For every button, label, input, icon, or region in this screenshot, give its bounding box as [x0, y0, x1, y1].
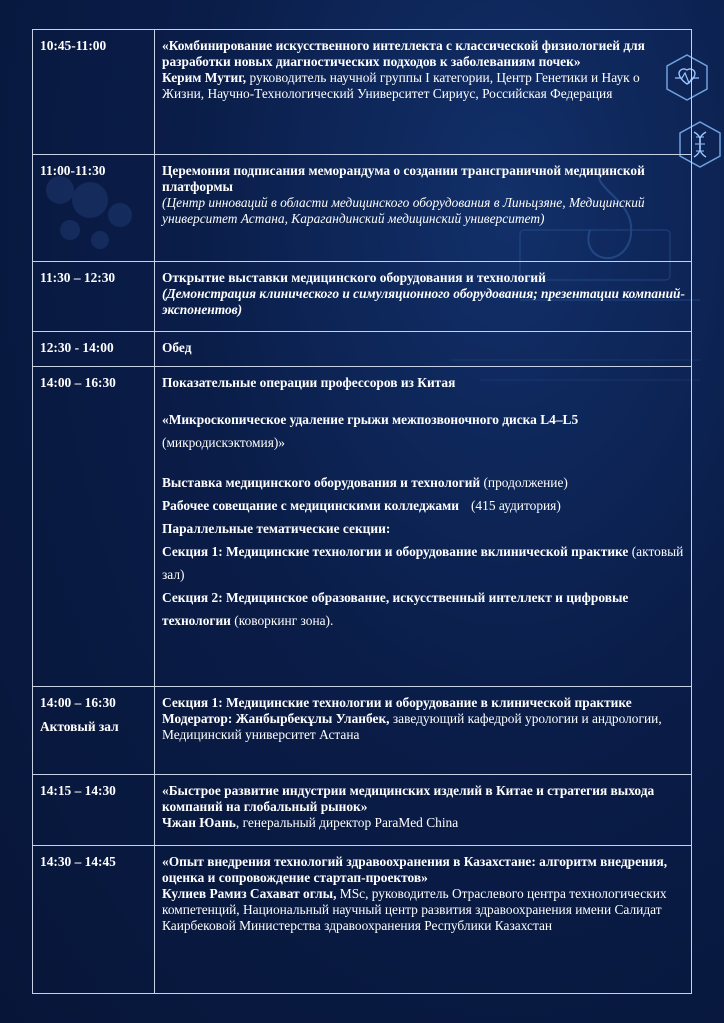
talk-title: «Комбинирование искусственного интеллекта с классической физиологией для разработки новых диагностических подходов к заболеваниям почек»: [162, 38, 645, 69]
speaker-name: Керим Мутиг,: [162, 70, 247, 85]
table-row: [33, 155, 692, 262]
speaker-info: руководитель научной группы I категории, Центр Генетики и Наук о Жизни, Научно-Технологический Университет Сириус, Российская Федерация: [162, 70, 640, 101]
time-cell: 14:30 – 14:45: [33, 846, 155, 994]
speaker-line: [162, 815, 458, 830]
time-cell: [33, 687, 155, 775]
table-row: [33, 262, 692, 332]
content-cell: [155, 332, 692, 367]
content-cell: [155, 367, 692, 687]
content-cell: [155, 775, 692, 846]
speaker-name: Кулиев Рамиз Сахават оглы,: [162, 886, 337, 901]
time-value: 14:00 – 16:30: [40, 695, 116, 710]
table-row: [33, 30, 692, 155]
event-note: (Демонстрация клинического и симуляционного оборудования; презентации компаний-экспонентов): [162, 286, 685, 317]
speaker-info: MSc, руководитель Отраслевого центра технологических компетенций, Национальный научный центр развития здравоохранения имени Салидат Каирбековой Министерства здравоохранения Республики Казахстан: [162, 886, 667, 933]
time-cell: 10:45-11:00: [33, 30, 155, 155]
content-cell: [155, 262, 692, 332]
section-2-line: Секция 2: Медицинское образование, искусственный интеллект и цифровые технологии (коворкинг зона).: [162, 590, 629, 628]
expo-line: Выставка медицинского оборудования и технологий (продолжение): [162, 475, 568, 490]
time-cell: 12:30 - 14:00: [33, 332, 155, 367]
speaker-line: [162, 886, 667, 933]
event-title: Показательные операции профессоров из Китая: [162, 375, 456, 390]
section-title: Секция 1: Медицинские технологии и оборудование в клинической практике: [162, 695, 632, 710]
time-cell: 11:00-11:30: [33, 155, 155, 262]
talk-title: «Опыт внедрения технологий здравоохранения в Казахстане: алгоритм внедрения, оценка и сопровождение стартап-проектов»: [162, 854, 668, 885]
talk-title: «Быстрое развитие индустрии медицинских изделий в Китае и стратегия выхода компаний на глобальный рынок»: [162, 783, 655, 814]
time-cell: 11:30 – 12:30: [33, 262, 155, 332]
speaker-info: , генеральный директор ParaMed China: [235, 815, 459, 830]
event-title: Церемония подписания меморандума о создании трансграничной медицинской платформы: [162, 163, 645, 194]
table-row: [33, 775, 692, 846]
event-title: Обед: [162, 340, 192, 355]
time-cell: 14:00 – 16:30: [33, 367, 155, 687]
location-label: Актовый зал: [40, 719, 119, 734]
parallel-sections-heading: Параллельные тематические секции:: [162, 521, 391, 536]
meeting-line: Рабочее совещание с медицинскими колледжами (415 аудитория): [162, 498, 561, 513]
table-row: [33, 367, 692, 687]
speaker-name: Чжан Юань: [162, 815, 236, 830]
event-title: Открытие выставки медицинского оборудования и технологий: [162, 270, 546, 285]
content-cell: [155, 30, 692, 155]
moderator-line: Модератор: Жанбырбекұлы Уланбек, заведующий кафедрой урологии и андрологии, Медицинский университет Астана: [162, 711, 662, 742]
speaker-line: [162, 70, 640, 101]
table-row: [33, 846, 692, 994]
event-note: (Центр инноваций в области медицинского оборудования в Линьцзяне, Медицинский университет Астана, Карагандинский медицинский университет): [162, 195, 645, 226]
content-cell: [155, 155, 692, 262]
section-1-line: Секция 1: Медицинские технологии и оборудование вклинической практике (актовый зал): [162, 544, 684, 582]
table-row: [33, 687, 692, 775]
content-cell: [155, 846, 692, 994]
time-cell: 14:15 – 14:30: [33, 775, 155, 846]
operation-title: «Микроскопическое удаление грыжи межпозвоночного диска L4–L5 (микродискэктомия)»: [162, 412, 579, 450]
schedule-table: [32, 29, 692, 994]
content-cell: [155, 687, 692, 775]
table-row: [33, 332, 692, 367]
